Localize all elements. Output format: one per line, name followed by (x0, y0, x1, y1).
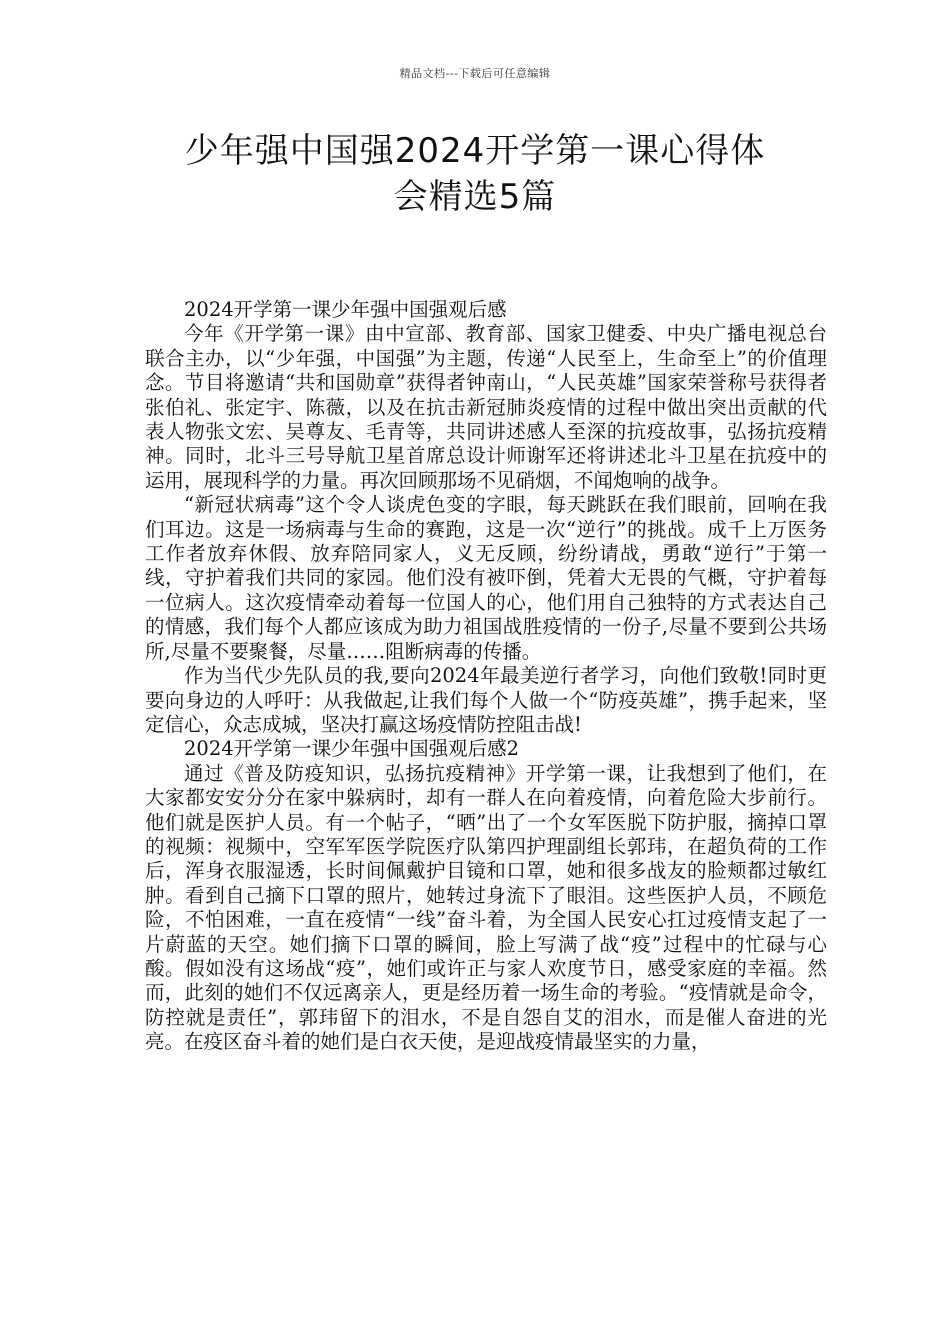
header-note: 精品文档---下载后可任意编辑 (399, 67, 551, 80)
section-heading-2: 2024开学第一课少年强中国强观后感2 (184, 737, 520, 761)
page-title (120, 128, 830, 220)
title-line-2: 会精选5篇 (393, 177, 557, 217)
section-heading-1: 2024开学第一课少年强中国强观后感 (184, 298, 507, 321)
paragraph: 作为当代少先队员的我,要向2024年最美逆行者学习，向他们致敬!同时更要向身边的人呼吁：从我做起,让我们每个人做一个“防疫英雄”，携手起来，坚定信心，众志成城，坚决打赢这场疫情防控阻击战! (145, 664, 827, 736)
paragraph: 通过《普及防疫知识，弘扬抗疫精神》开学第一课，让我想到了他们，在大家都安安分分在家中躲病时，却有一群人在向着疫情，向着危险大步前行。他们就是医护人员。有一个帖子，“晒”出了一个女军医脱下防护服，摘掉口罩的视频：视频中，空军军医学院医疗队第四护理副组长郭玮，在超负荷的工作后，浑身衣服湿透，长时间佩戴护目镜和口罩，她和很多战友的脸颊都过敏红肿。看到自己摘下口罩的照片，她转过身流下了眼泪。这些医护人员，不顾危险，不怕困难，一直在疫情“一线”奋斗着，为全国人民安心扛过疫情支起了一片蔚蓝的天空。她们摘下口罩的瞬间，脸上写满了战“疫”过程中的忙碌与心酸。假如没有这场战“疫”，她们或许正与家人欢度节日，感受家庭的幸福。然而，此刻的她们不仅远离亲人，更是经历着一场生命的考验。“疫情就是命令，防控就是责任”，郭玮留下的泪水，不是自怨自艾的泪水，而是催人奋进的光亮。在疫区奋斗着的她们是白衣天使，是迎战疫情最坚实的力量， (145, 761, 827, 1054)
document-body (145, 298, 827, 1055)
paragraph: “新冠状病毒”这个令人谈虎色变的字眼，每天跳跃在我们眼前，回响在我们耳边。这是一场病毒与生命的赛跑，这是一次“逆行”的挑战。成千上万医务工作者放弃休假、放弃陪同家人，义无反顾，纷纷请战，勇敢“逆行”于第一线，守护着我们共同的家园。他们没有被吓倒，凭着大无畏的气概，守护着每一位病人。这次疫情牵动着每一位国人的心，他们用自己独特的方式表达自己的情感，我们每个人都应该成为助力祖国战胜疫情的一份子,尽量不要到公共场所,尽量不要聚餐，尽量……阻断病毒的传播。 (145, 493, 827, 663)
title-line-1: 少年强中国强2024开学第一课心得体 (184, 131, 766, 171)
paragraph: 今年《开学第一课》由中宣部、教育部、国家卫健委、中央广播电视总台联合主办，以“少年强，中国强”为主题，传递“人民至上，生命至上”的价值理念。节目将邀请“共和国勋章”获得者钟南山，“人民英雄”国家荣誉称号获得者张伯礼、张定宇、陈薇，以及在抗击新冠肺炎疫情的过程中做出突出贡献的代表人物张文宏、吴尊友、毛青等，共同讲述感人至深的抗疫故事，弘扬抗疫精神。同时，北斗三号导航卫星首席总设计师谢军还将讲述北斗卫星在抗疫中的运用，展现科学的力量。再次回顾那场不见硝烟，不闻炮响的战争。 (145, 322, 827, 492)
